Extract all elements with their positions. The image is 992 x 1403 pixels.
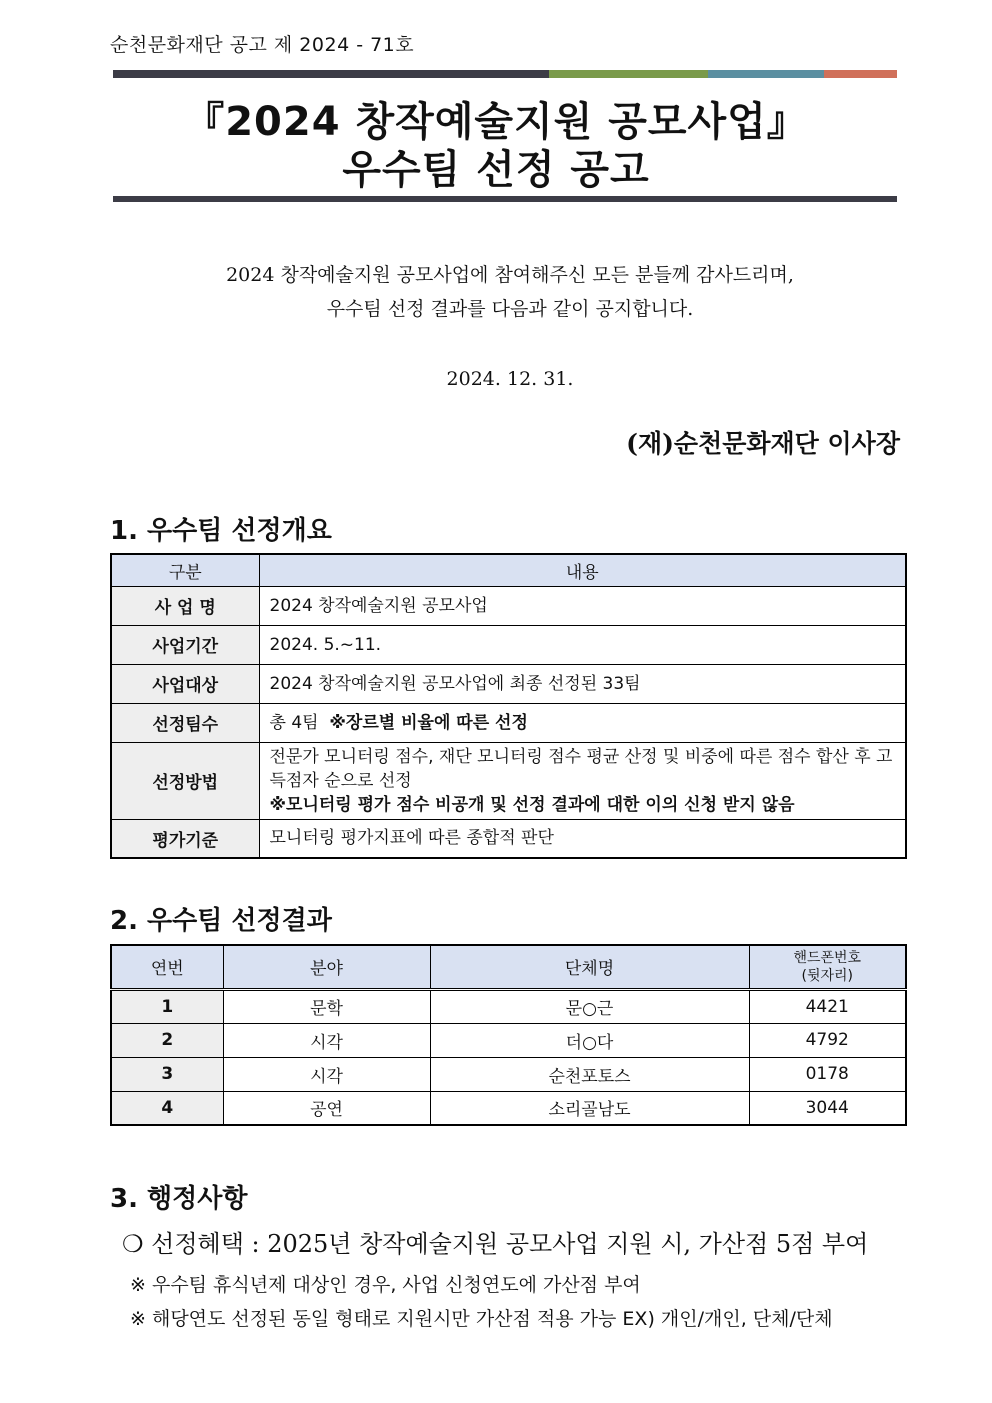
admin-note-1: ※ 우수팀 휴식년제 대상인 경우, 사업 신청연도에 가산점 부여 bbox=[130, 1274, 641, 1296]
table-row bbox=[111, 1023, 906, 1057]
team-count-note: ※장르별 비율에 따른 선정 bbox=[329, 712, 528, 733]
method-text: 전문가 모니터링 점수, 재단 모니터링 점수 평균 산정 및 비중에 따른 점수 합산 후 고득점자 순으로 선정 bbox=[269, 746, 893, 791]
header-phone-line-1: 핸드폰번호 bbox=[793, 949, 862, 966]
notice-date: 2024. 12. 31. bbox=[446, 368, 574, 390]
row-no: 1 bbox=[111, 989, 223, 1023]
row-field: 공연 bbox=[223, 1091, 430, 1125]
row-label: 선정팀수 bbox=[111, 703, 259, 742]
row-team: 문○근 bbox=[430, 989, 749, 1023]
table-row bbox=[111, 989, 906, 1023]
row-field: 시각 bbox=[223, 1057, 430, 1091]
section-1-heading: 1. 우수팀 선정개요 bbox=[110, 516, 332, 546]
row-field: 시각 bbox=[223, 1023, 430, 1057]
results-table bbox=[110, 944, 907, 1126]
row-label: 사 업 명 bbox=[111, 586, 259, 625]
table-row bbox=[111, 1057, 906, 1091]
team-count: 총 4팀 bbox=[269, 712, 319, 733]
header-no: 연번 bbox=[111, 945, 223, 989]
row-value bbox=[259, 703, 906, 742]
row-phone: 0178 bbox=[749, 1057, 906, 1091]
row-value: 모니터링 평가지표에 따른 종합적 판단 bbox=[259, 819, 906, 858]
row-value bbox=[259, 742, 906, 819]
row-phone: 4792 bbox=[749, 1023, 906, 1057]
intro-text bbox=[0, 258, 992, 326]
row-label: 사업기간 bbox=[111, 625, 259, 664]
notice-number: 순천문화재단 공고 제 2024 - 71호 bbox=[110, 34, 415, 56]
row-no: 4 bbox=[111, 1091, 223, 1125]
row-value: 2024 창작예술지원 공모사업에 최종 선정된 33팀 bbox=[259, 664, 906, 703]
row-team: 소리골남도 bbox=[430, 1091, 749, 1125]
row-phone: 4421 bbox=[749, 989, 906, 1023]
table-row bbox=[111, 742, 906, 819]
header-phone bbox=[749, 945, 906, 989]
benefit-text: ❍ 선정혜택 : 2025년 창작예술지원 공모사업 지원 시, 가산점 5점 부여 bbox=[122, 1230, 869, 1258]
color-bar-teal bbox=[708, 70, 824, 78]
header-phone-line-2: (뒷자리) bbox=[801, 967, 853, 984]
intro-line-1: 2024 창작예술지원 공모사업에 참여해주신 모든 분들께 감사드리며, bbox=[226, 264, 794, 286]
row-label: 평가기준 bbox=[111, 819, 259, 858]
row-field: 문학 bbox=[223, 989, 430, 1023]
row-no: 2 bbox=[111, 1023, 223, 1057]
admin-note-2: ※ 해당연도 선정된 동일 형태로 지원시만 가산점 적용 가능 EX) 개인/개인, 단체/단체 bbox=[130, 1308, 833, 1330]
title-line-2: 우수팀 선정 공고 bbox=[342, 147, 650, 193]
overview-header-row bbox=[111, 554, 906, 586]
header-field: 분야 bbox=[223, 945, 430, 989]
title-line-1: 『2024 창작예술지원 공모사업』 bbox=[184, 99, 808, 145]
overview-table bbox=[110, 553, 907, 859]
table-row bbox=[111, 664, 906, 703]
title-bottom-rule bbox=[113, 196, 897, 202]
table-row bbox=[111, 586, 906, 625]
row-phone: 3044 bbox=[749, 1091, 906, 1125]
header-content: 내용 bbox=[259, 554, 906, 586]
header-color-bar bbox=[113, 70, 897, 78]
results-header-row bbox=[111, 945, 906, 989]
row-label: 선정방법 bbox=[111, 742, 259, 819]
row-team: 순천포토스 bbox=[430, 1057, 749, 1091]
row-value: 2024 창작예술지원 공모사업 bbox=[259, 586, 906, 625]
section-3-heading: 3. 행정사항 bbox=[110, 1184, 248, 1214]
row-team: 더○다 bbox=[430, 1023, 749, 1057]
table-row bbox=[111, 819, 906, 858]
color-bar-orange bbox=[824, 70, 897, 78]
method-note: ※모니터링 평가 점수 비공개 및 선정 결과에 대한 이의 신청 받지 않음 bbox=[269, 794, 795, 815]
row-value: 2024. 5.~11. bbox=[259, 625, 906, 664]
intro-line-2: 우수팀 선정 결과를 다음과 같이 공지합니다. bbox=[326, 298, 694, 320]
issuer: (재)순천문화재단 이사장 bbox=[626, 429, 900, 458]
color-bar-dark bbox=[113, 70, 549, 78]
row-no: 3 bbox=[111, 1057, 223, 1091]
table-row bbox=[111, 1091, 906, 1125]
table-row bbox=[111, 703, 906, 742]
row-label: 사업대상 bbox=[111, 664, 259, 703]
section-2-heading: 2. 우수팀 선정결과 bbox=[110, 906, 332, 936]
header-category: 구분 bbox=[111, 554, 259, 586]
header-team: 단체명 bbox=[430, 945, 749, 989]
table-row bbox=[111, 625, 906, 664]
color-bar-green bbox=[549, 70, 708, 78]
